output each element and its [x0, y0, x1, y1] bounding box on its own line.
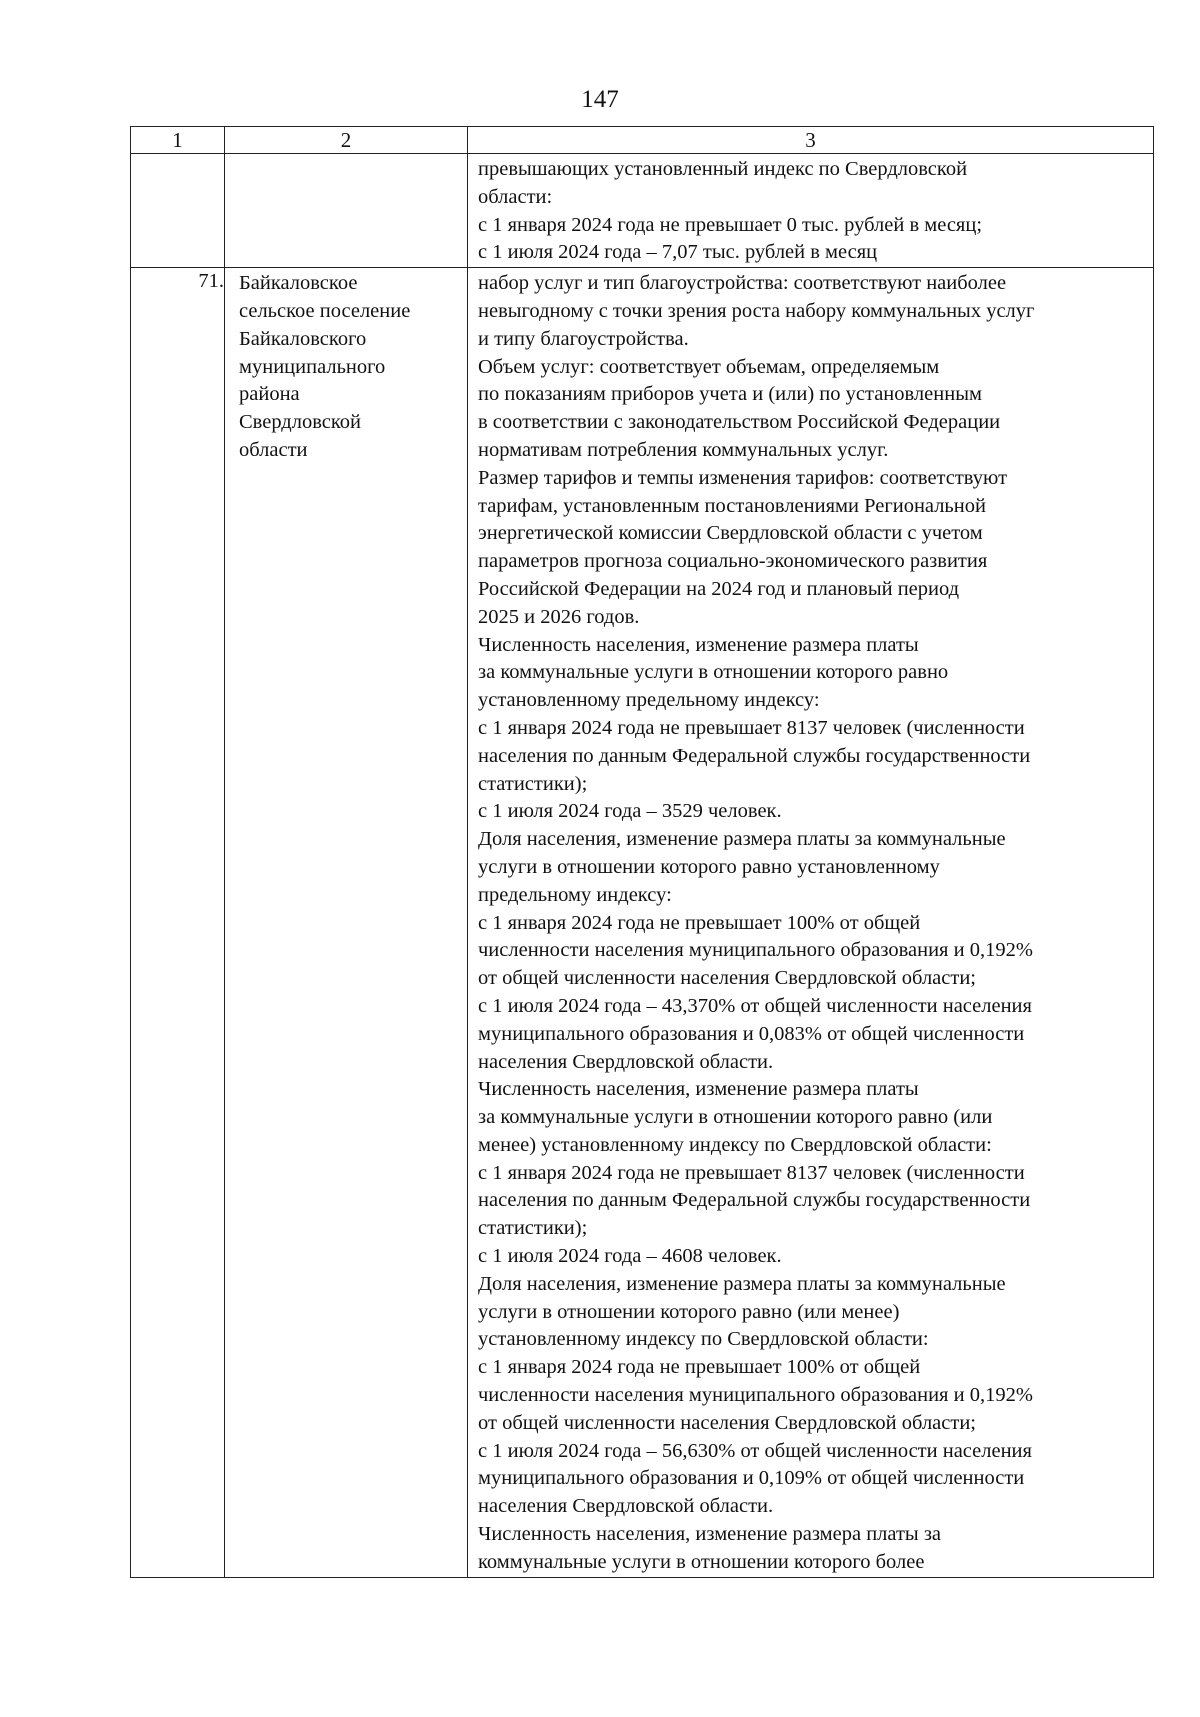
municipality-name-cell: [225, 268, 468, 1577]
row-text-cell: [468, 268, 1154, 1577]
row-text-line: за коммунальные услуги в отношении которого равно (или: [478, 1106, 993, 1129]
row-text-line: с 1 июля 2024 года – 43,370% от общей численности населения: [478, 994, 1032, 1017]
row-text-line: от общей численности населения Свердловской области;: [478, 967, 976, 990]
row-text-line: параметров прогноза социально-экономического развития: [478, 550, 988, 573]
page-number: 147: [581, 86, 619, 113]
continuation-text-line: с 1 июля 2024 года – 7,07 тыс. рублей в месяц: [478, 241, 878, 264]
row-text-line: Численность населения, изменение размера платы: [478, 633, 919, 656]
row-text-line: Численность населения, изменение размера платы: [478, 1078, 919, 1101]
header-col-3: 3: [468, 127, 1154, 154]
row-text-line: установленному индексу по Свердловской области:: [478, 1328, 929, 1351]
row-text-line: муниципального образования и 0,109% от общей численности: [478, 1467, 1025, 1490]
continuation-text-line: с 1 января 2024 года не превышает 0 тыс. рублей в месяц;: [478, 213, 983, 236]
table-row-71: [131, 268, 1154, 1577]
row-text-line: статистики);: [478, 1217, 588, 1240]
row-text-line: невыгодному с точки зрения роста набору коммунальных услуг: [478, 299, 1035, 322]
municipality-name-line: муниципального: [239, 355, 386, 378]
row-text: [468, 268, 1153, 1576]
row-text-line: с 1 января 2024 года не превышает 8137 человек (численности: [478, 1161, 1025, 1184]
municipality-name-line: Байкаловское: [239, 272, 358, 295]
header-col-1: 1: [131, 127, 225, 154]
continuation-name-cell: [225, 154, 468, 268]
row-text-line: с 1 июля 2024 года – 56,630% от общей численности населения: [478, 1439, 1032, 1462]
municipality-name-line: Байкаловского: [239, 327, 367, 350]
row-text-line: в соответствии с законодательством Российской Федерации: [478, 411, 1001, 434]
row-text-line: с 1 января 2024 года не превышает 100% от общей: [478, 911, 921, 934]
row-text-line: энергетической комиссии Свердловской области с учетом: [478, 522, 983, 545]
municipality-name-line: района: [239, 383, 300, 406]
row-text-line: установленному предельному индексу:: [478, 689, 820, 712]
row-text-line: населения Свердловской области.: [478, 1050, 774, 1073]
row-text-line: Доля населения, изменение размера платы за коммунальные: [478, 1272, 1006, 1295]
row-text-line: предельному индексу:: [478, 883, 672, 906]
row-text-line: муниципального образования и 0,083% от общей численности: [478, 1022, 1025, 1045]
row-text-line: с 1 января 2024 года не превышает 8137 человек (численности: [478, 716, 1025, 739]
continuation-row: [131, 154, 1154, 268]
row-text-line: статистики);: [478, 772, 588, 795]
municipality-name-line: сельское поселение: [239, 299, 411, 322]
row-text-line: менее) установленному индексу по Свердловской области:: [478, 1133, 992, 1156]
row-text-line: численности населения муниципального образования и 0,192%: [478, 1384, 1033, 1407]
row-number: 71.: [131, 268, 225, 1577]
municipality-name: [225, 268, 467, 465]
document-table: [130, 126, 1154, 1578]
row-text-line: Размер тарифов и темпы изменения тарифов: соответствуют: [478, 466, 1008, 489]
continuation-text-line: области:: [478, 185, 553, 208]
row-text-line: с 1 июля 2024 года – 3529 человек.: [478, 800, 782, 823]
row-text-line: Объем услуг: соответствует объемам, определяемым: [478, 355, 940, 378]
row-text-line: за коммунальные услуги в отношении которого равно: [478, 661, 949, 684]
table-header-row: [131, 127, 1154, 154]
row-text-line: Доля населения, изменение размера платы за коммунальные: [478, 828, 1006, 851]
row-text-line: населения по данным Федеральной службы государственности: [478, 744, 1031, 767]
row-text-line: набор услуг и тип благоустройства: соответствуют наиболее: [478, 272, 1007, 295]
row-text-line: населения по данным Федеральной службы государственности: [478, 1189, 1031, 1212]
continuation-number-cell: [131, 154, 225, 268]
row-text-line: населения Свердловской области.: [478, 1495, 774, 1518]
municipality-name-line: области: [239, 438, 308, 461]
row-text-line: с 1 января 2024 года не превышает 100% от общей: [478, 1356, 921, 1379]
row-text-line: услуги в отношении которого равно (или менее): [478, 1300, 900, 1323]
row-text-line: нормативам потребления коммунальных услуг.: [478, 438, 889, 461]
row-text-line: Численность населения, изменение размера платы за: [478, 1523, 942, 1546]
row-text-line: Российской Федерации на 2024 год и плановый период: [478, 577, 960, 600]
continuation-text-cell: [468, 154, 1154, 268]
row-text-line: тарифам, установленным постановлениями Региональной: [478, 494, 986, 517]
row-text-line: по показаниям приборов учета и (или) по установленным: [478, 383, 982, 406]
row-text-line: с 1 июля 2024 года – 4608 человек.: [478, 1245, 782, 1268]
row-text-line: численности населения муниципального образования и 0,192%: [478, 939, 1033, 962]
continuation-text-line: превышающих установленный индекс по Свердловской: [478, 158, 968, 180]
row-text-line: коммунальные услуги в отношении которого более: [478, 1550, 925, 1573]
municipality-name-line: Свердловской: [239, 411, 362, 434]
header-col-2: 2: [225, 127, 468, 154]
continuation-text: [468, 154, 1153, 267]
row-text-line: и типу благоустройства.: [478, 327, 689, 350]
row-text-line: от общей численности населения Свердловской области;: [478, 1411, 976, 1434]
row-text-line: 2025 и 2026 годов.: [478, 605, 640, 628]
row-text-line: услуги в отношении которого равно установленному: [478, 855, 940, 878]
